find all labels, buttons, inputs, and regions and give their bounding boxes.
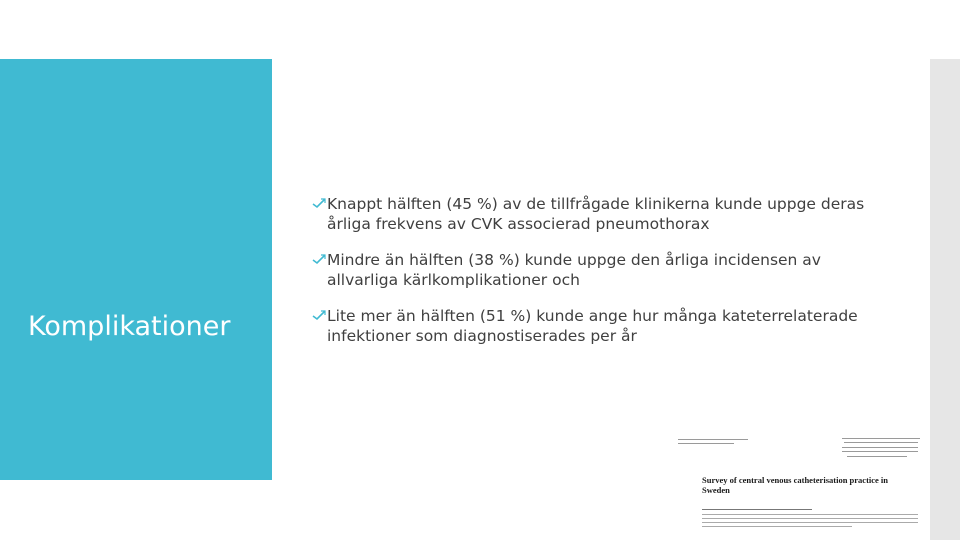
article-thumbnail bbox=[672, 433, 926, 540]
thumb-affiliation-line bbox=[702, 526, 852, 527]
thumb-affiliation-line bbox=[702, 514, 918, 515]
check-arrow-icon bbox=[312, 309, 326, 321]
bullet-item bbox=[312, 194, 872, 234]
thumb-header-line bbox=[678, 439, 748, 440]
check-arrow-icon bbox=[312, 253, 326, 265]
article-title: Survey of central venous catheterisation practice in Sweden bbox=[702, 475, 889, 495]
bullet-item bbox=[312, 250, 872, 290]
bullet-item bbox=[312, 306, 872, 346]
thumb-header-line bbox=[842, 447, 918, 448]
thumb-header-line bbox=[842, 438, 920, 439]
check-arrow-icon bbox=[312, 197, 326, 209]
thumb-affiliation-line bbox=[702, 522, 918, 523]
thumb-header-line bbox=[842, 451, 918, 452]
bullet-list bbox=[312, 194, 872, 362]
bullet-text: Lite mer än hälften (51 %) kunde ange hur många kateterrelaterade infektioner som diagnostiserades per år bbox=[327, 307, 858, 345]
slide-title: Komplikationer bbox=[28, 311, 231, 342]
bullet-text: Knappt hälften (45 %) av de tillfrågade klinikerna kunde uppge deras årliga frekvens av CVK associerad pneumothorax bbox=[327, 195, 865, 233]
side-strip bbox=[930, 59, 960, 540]
bullet-text: Mindre än hälften (38 %) kunde uppge den årliga incidensen av allvarliga kärlkomplikationer och bbox=[327, 251, 821, 289]
thumb-header-line bbox=[678, 443, 734, 444]
title-panel bbox=[0, 59, 272, 480]
thumb-affiliation-line bbox=[702, 518, 918, 519]
thumb-author-line bbox=[702, 509, 812, 510]
thumb-header-line bbox=[844, 442, 918, 443]
thumb-header-line bbox=[847, 456, 907, 457]
